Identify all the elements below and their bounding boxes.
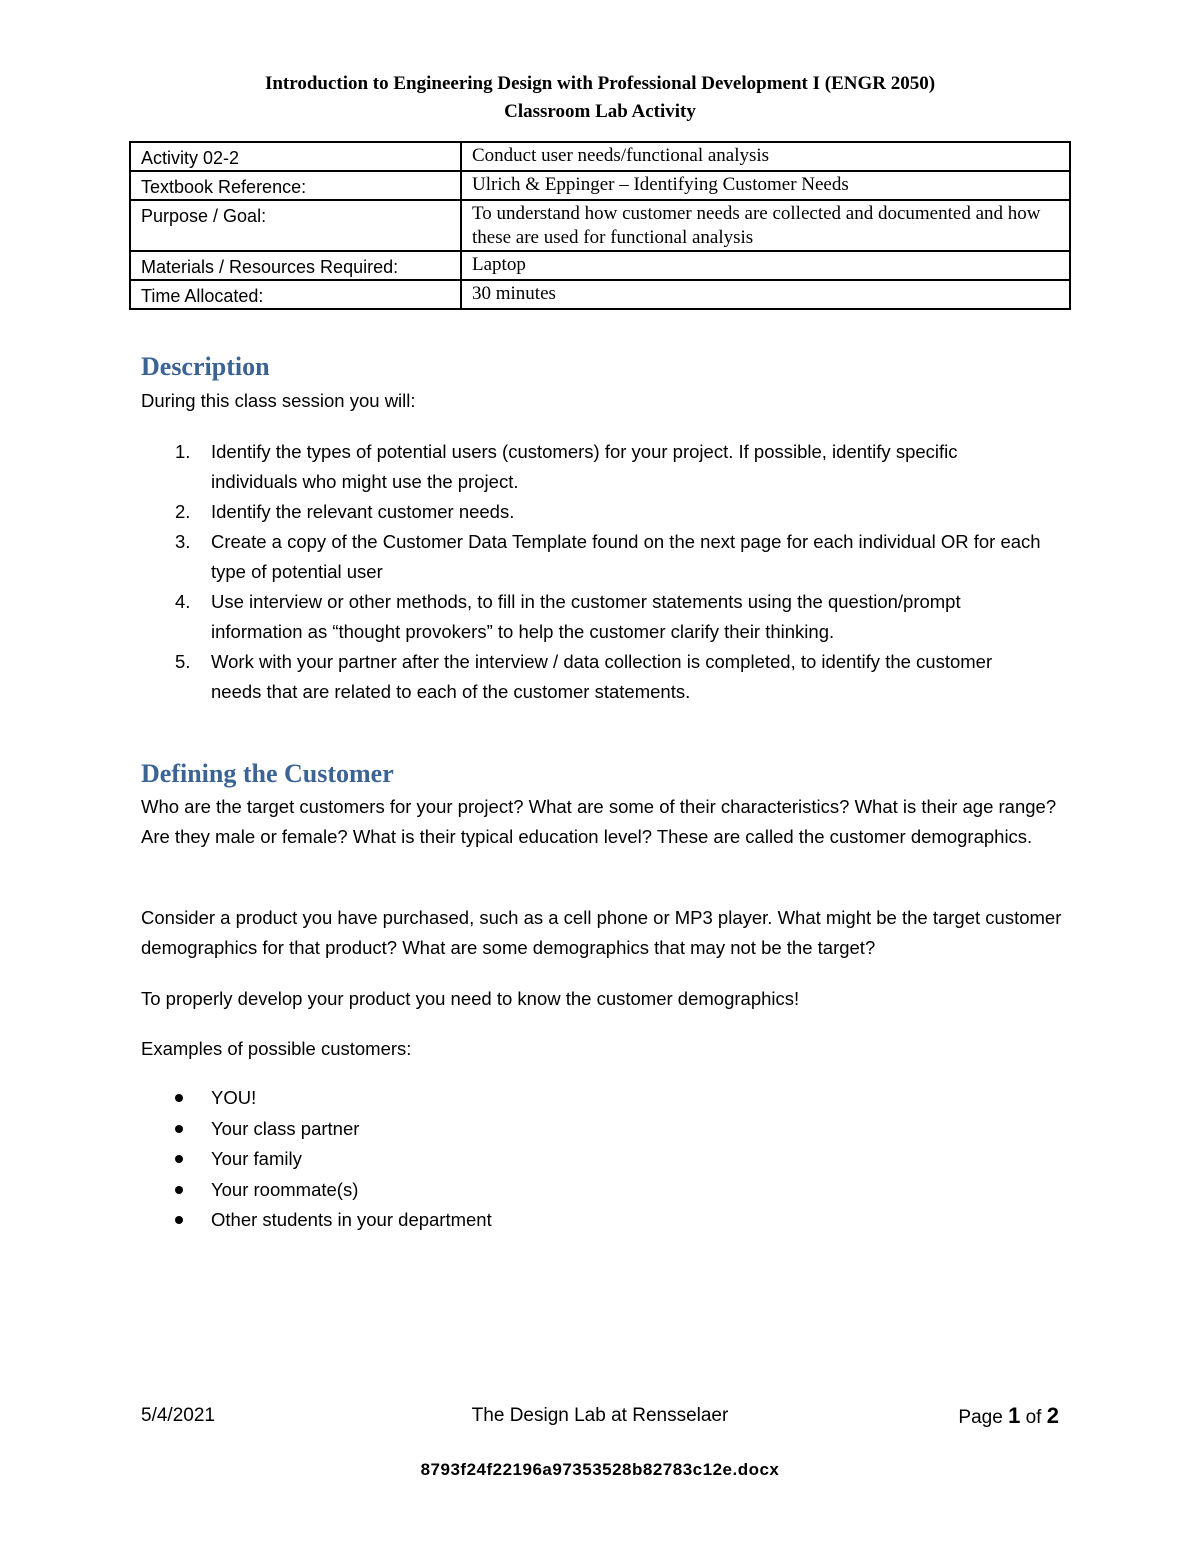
time-key: Time Allocated: <box>130 280 461 309</box>
table-row <box>130 142 1070 171</box>
textbook-key: Textbook Reference: <box>130 171 461 200</box>
example-text: YOU! <box>211 1087 257 1108</box>
footer-filename: 8793f24f22196a97353528b82783c12e.docx <box>420 1460 780 1479</box>
list-item <box>141 1083 841 1114</box>
list-item <box>141 1144 841 1175</box>
list-item <box>141 647 1041 707</box>
step-number: 2. <box>175 501 191 522</box>
table-row <box>130 280 1070 309</box>
activity-key: Activity 02-2 <box>130 142 461 171</box>
step-number: 4. <box>175 591 191 612</box>
example-text: Your family <box>211 1148 302 1169</box>
table-row <box>130 251 1070 280</box>
description-steps-list <box>141 437 1041 707</box>
list-item <box>141 1205 841 1236</box>
table-row <box>130 200 1070 251</box>
step-text: Use interview or other methods, to fill in the customer statements using the question/prompt information as “thought provokers” to help the customer clarify their thinking. <box>211 591 961 642</box>
materials-key: Materials / Resources Required: <box>130 251 461 280</box>
customer-paragraph-3: To properly develop your product you need to know the customer demographics! <box>141 988 800 1009</box>
example-text: Your class partner <box>211 1117 360 1139</box>
current-page: 1 <box>1008 1403 1021 1428</box>
list-item <box>141 437 1041 497</box>
step-number: 5. <box>175 651 191 672</box>
time-value: 30 minutes <box>461 280 1070 309</box>
course-title: Introduction to Engineering Design with Professional Development I (ENGR 2050) <box>264 73 936 94</box>
bullet-icon <box>175 1094 183 1102</box>
example-text: Your roommate(s) <box>211 1178 359 1200</box>
customer-examples-list <box>141 1083 841 1236</box>
activity-type-title: Classroom Lab Activity <box>504 101 696 122</box>
description-heading: Description <box>141 352 270 381</box>
page-word: Page <box>958 1407 1003 1428</box>
step-text: Work with your partner after the interview / data collection is completed, to identify the customer needs that are related to each of the customer statements. <box>211 651 993 702</box>
step-number: 1. <box>175 441 191 462</box>
list-item <box>141 1175 841 1206</box>
total-pages: 2 <box>1046 1403 1059 1428</box>
footer-date: 5/4/2021 <box>141 1405 215 1426</box>
bullet-icon <box>175 1216 183 1224</box>
footer-lab-name: The Design Lab at Rensselaer <box>471 1405 729 1426</box>
step-text: Identify the relevant customer needs. <box>211 501 515 522</box>
step-text: Create a copy of the Customer Data Template found on the next page for each individual OR for each type of potential user <box>211 531 1041 582</box>
of-word: of <box>1025 1407 1042 1428</box>
list-item <box>141 497 1041 527</box>
activity-info-table <box>129 141 1071 310</box>
textbook-value: Ulrich & Eppinger – Identifying Customer Needs <box>461 171 1070 200</box>
bullet-icon <box>175 1125 183 1133</box>
defining-customer-heading: Defining the Customer <box>141 759 394 788</box>
examples-intro: Examples of possible customers: <box>141 1038 412 1059</box>
list-item <box>141 527 1041 587</box>
customer-paragraph-1: Who are the target customers for your project? What are some of their characteristics? What is their age range? Are they male or female? What is their typical education level? These are called the customer demographics. <box>141 796 1057 847</box>
table-row <box>130 171 1070 200</box>
list-item <box>141 587 1041 647</box>
customer-paragraph-2: Consider a product you have purchased, such as a cell phone or MP3 player. What might be the target customer demographics for that product? What are some demographics that may not be the target? <box>141 907 1062 958</box>
footer-page-number <box>958 1402 1059 1432</box>
bullet-icon <box>175 1186 183 1194</box>
step-text: Identify the types of potential users (customers) for your project. If possible, identify specific individuals who might use the project. <box>211 441 958 492</box>
activity-value: Conduct user needs/functional analysis <box>461 142 1070 171</box>
document-header <box>0 70 1200 126</box>
example-text: Other students in your department <box>211 1209 492 1230</box>
bullet-icon <box>175 1155 183 1163</box>
purpose-value: To understand how customer needs are collected and documented and how these are used for functional analysis <box>461 200 1070 251</box>
materials-value: Laptop <box>461 251 1070 280</box>
step-number: 3. <box>175 531 191 552</box>
description-intro: During this class session you will: <box>141 390 416 411</box>
list-item <box>141 1114 841 1145</box>
purpose-key: Purpose / Goal: <box>130 200 461 251</box>
